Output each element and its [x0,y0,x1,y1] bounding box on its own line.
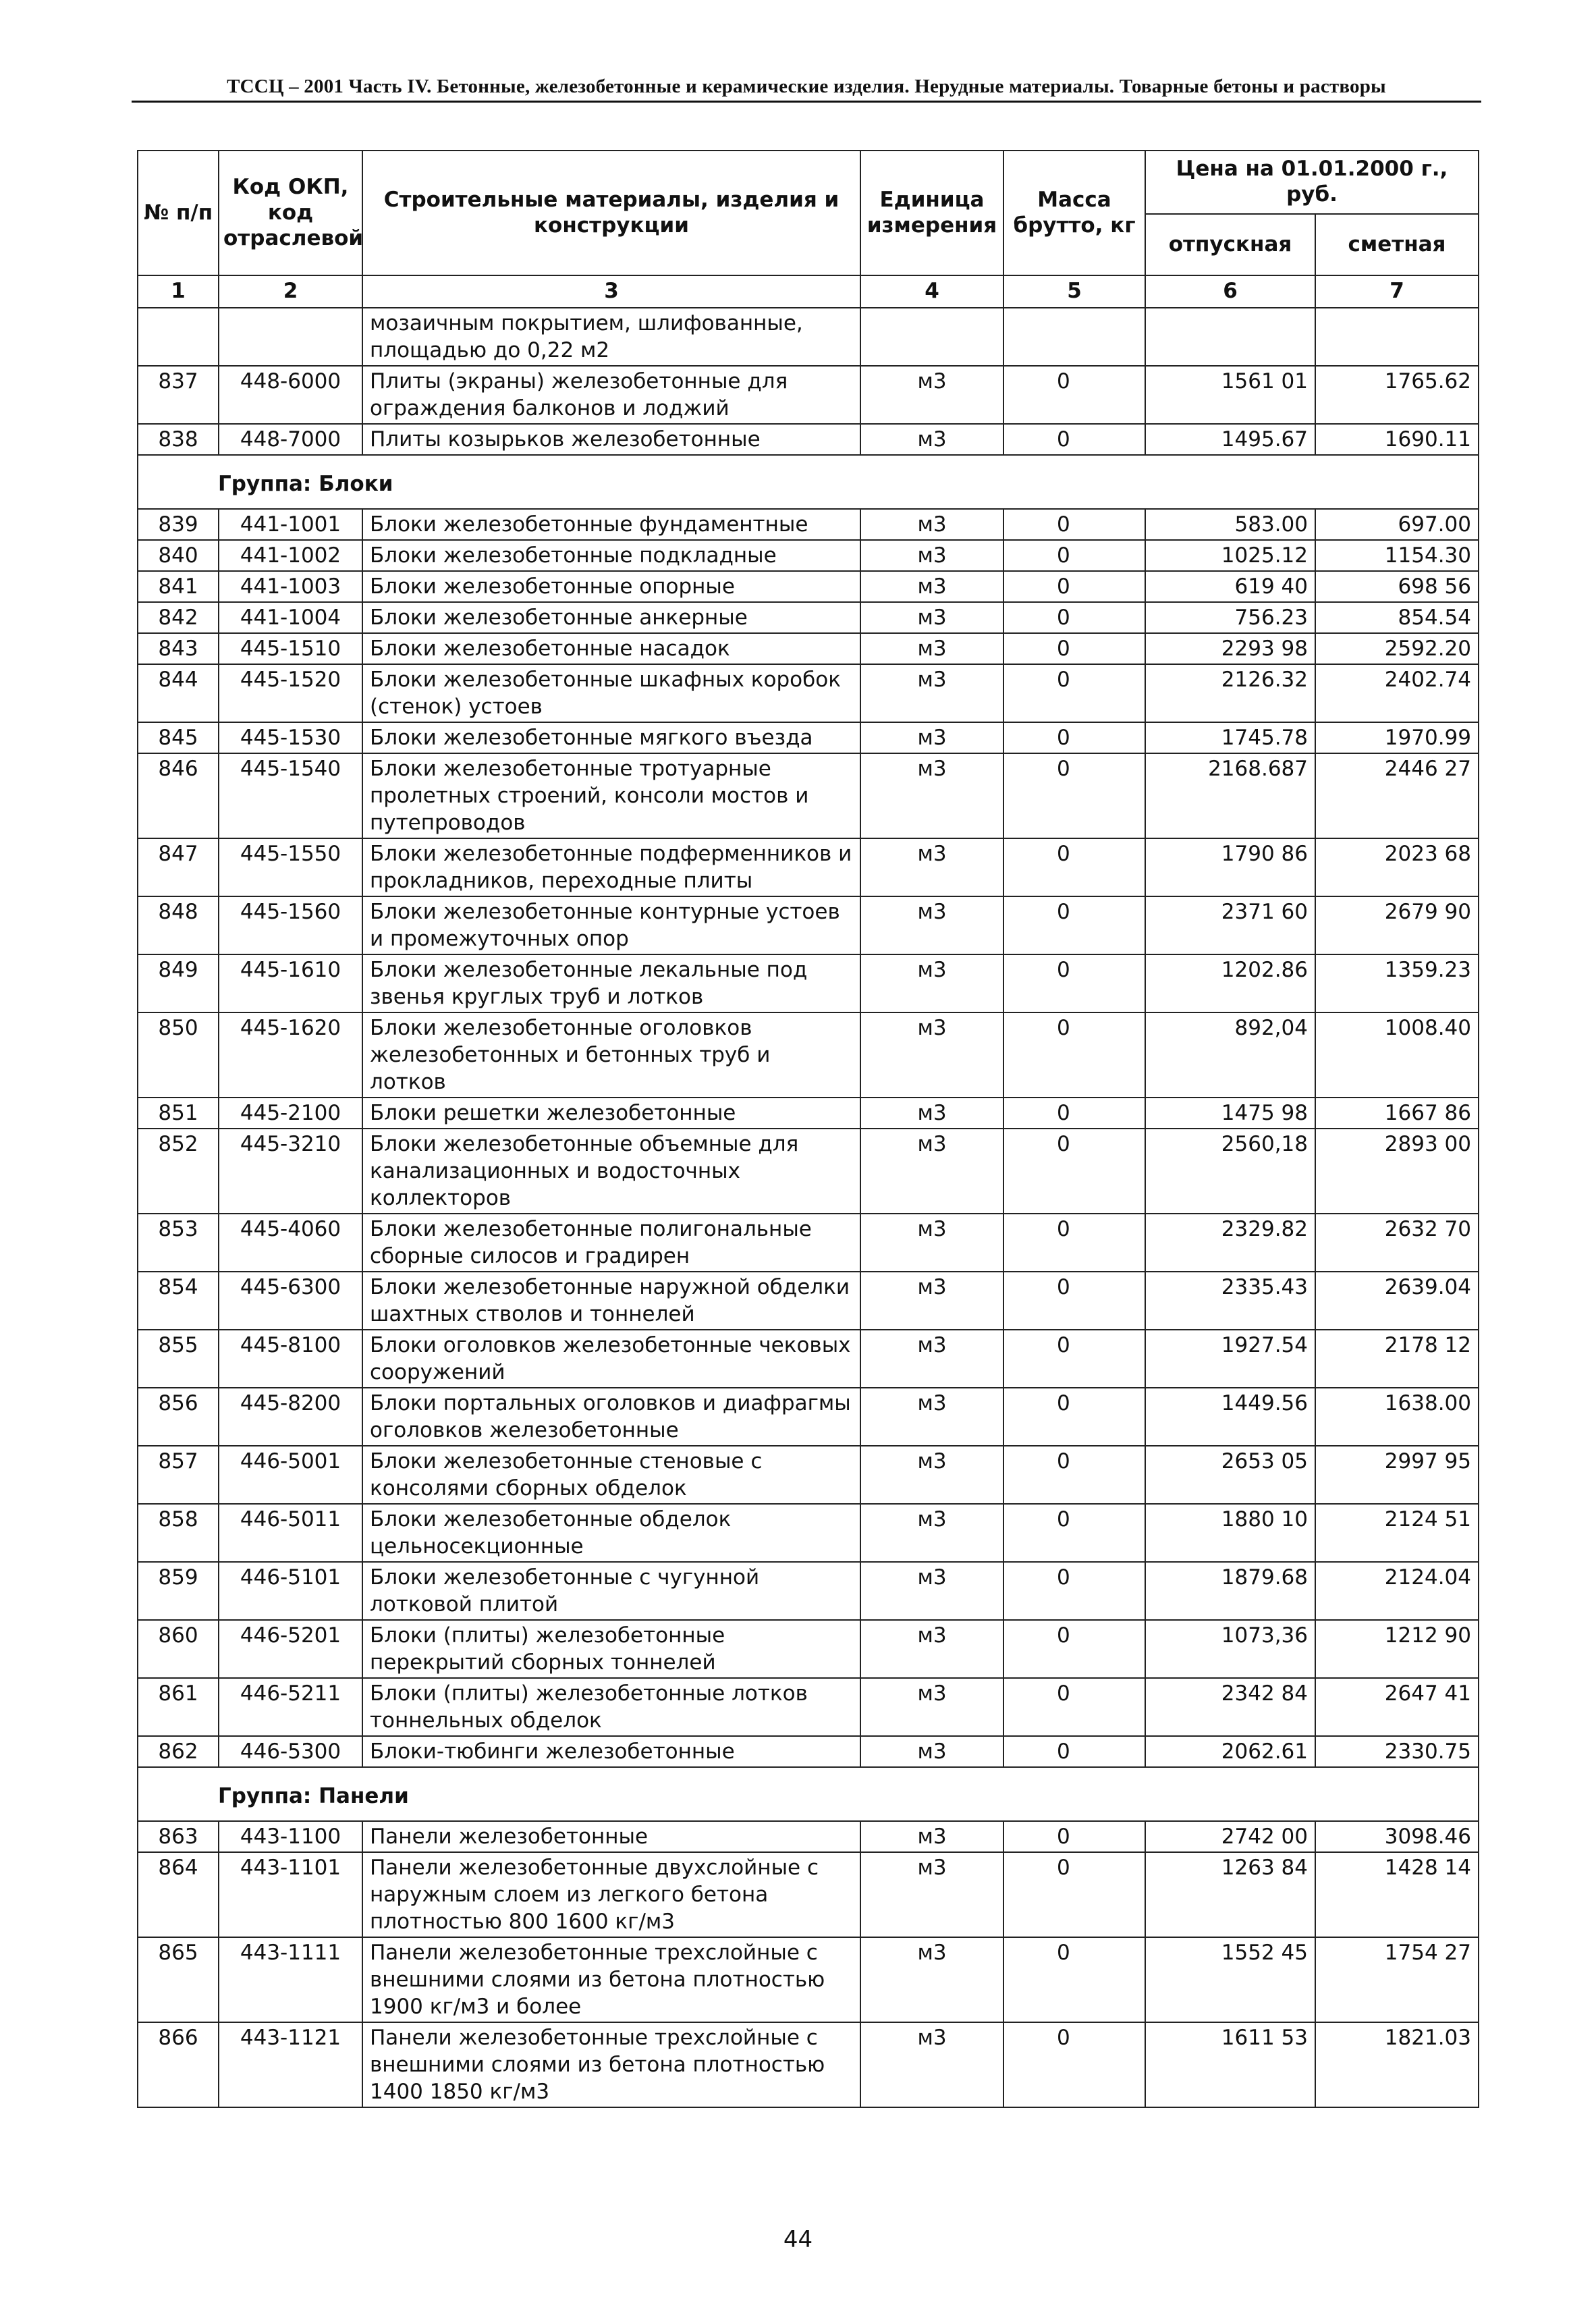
cell-name: Плиты (экраны) железобетонные для ограждения балконов и лоджий [362,366,860,424]
column-number: 7 [1315,275,1479,307]
cell-name: Блоки железобетонные подкладные [362,540,860,571]
cell-code: 443-1121 [219,2022,362,2107]
cell-name: Блоки железобетонные шкафных коробок (стенок) устоев [362,664,860,722]
cell-code [219,308,362,366]
table-row [138,1821,1479,1852]
cell-price-release: 1073,36 [1145,1620,1315,1678]
cell-price-estimate: 2679 90 [1315,896,1479,954]
table-row [138,1272,1479,1330]
table-row [138,1330,1479,1388]
cell-price-release: 1263 84 [1145,1852,1315,1937]
cell-mass: 0 [1003,2022,1145,2107]
cell-name: Панели железобетонные трехслойные с внешними слоями из бетона плотностью 1900 кг/м3 и более [362,1937,860,2022]
cell-name: Блоки-тюбинги железобетонные [362,1736,860,1767]
cell-num: 843 [138,633,219,664]
cell-mass: 0 [1003,838,1145,896]
cell-num: 855 [138,1330,219,1388]
cell-price-estimate: 698 56 [1315,571,1479,602]
cell-unit: м3 [860,1330,1003,1388]
cell-code: 441-1004 [219,602,362,633]
cell-code: 445-8200 [219,1388,362,1446]
cell-code: 441-1001 [219,509,362,540]
cell-price-release: 1202.86 [1145,954,1315,1012]
cell-code: 445-1510 [219,633,362,664]
cell-code: 441-1002 [219,540,362,571]
cell-price-estimate: 1638.00 [1315,1388,1479,1446]
table-row [138,602,1479,633]
cell-unit: м3 [860,753,1003,838]
cell-code: 443-1100 [219,1821,362,1852]
table-row [138,509,1479,540]
cell-mass: 0 [1003,1214,1145,1272]
table-row [138,2022,1479,2107]
cell-num: 848 [138,896,219,954]
cell-num: 838 [138,424,219,455]
cell-price-estimate: 3098.46 [1315,1821,1479,1852]
cell-unit: м3 [860,424,1003,455]
group-title: Группа: Блоки [138,455,1479,509]
cell-mass: 0 [1003,1562,1145,1620]
cell-name: Панели железобетонные [362,1821,860,1852]
running-head: ТССЦ – 2001 Часть IV. Бетонные, железобетонные и керамические изделия. Нерудные материалы. Товарные бетоны и растворы [132,76,1481,103]
table-row [138,896,1479,954]
cell-price-release: 1475 98 [1145,1098,1315,1129]
column-numbers-row [138,275,1479,307]
cell-unit: м3 [860,1446,1003,1504]
cell-num: 846 [138,753,219,838]
cell-name: Блоки железобетонные контурные устоев и промежуточных опор [362,896,860,954]
cell-unit: м3 [860,1098,1003,1129]
cell-code: 445-1550 [219,838,362,896]
header-name: Строительные материалы, изделия и конструкции [362,151,860,275]
cell-code: 441-1003 [219,571,362,602]
cell-mass: 0 [1003,633,1145,664]
column-number: 6 [1145,275,1315,307]
cell-name: Блоки железобетонные насадок [362,633,860,664]
cell-unit: м3 [860,1620,1003,1678]
cell-price-release: 2293 98 [1145,633,1315,664]
table-row [138,633,1479,664]
cell-price-release [1145,308,1315,366]
cell-price-estimate: 2330.75 [1315,1736,1479,1767]
cell-code: 446-5300 [219,1736,362,1767]
cell-code: 446-5011 [219,1504,362,1562]
table-row [138,664,1479,722]
cell-num: 865 [138,1937,219,2022]
cell-unit: м3 [860,896,1003,954]
table-row [138,308,1479,366]
cell-name: Плиты козырьков железобетонные [362,424,860,455]
cell-price-release: 2126.32 [1145,664,1315,722]
cell-num: 854 [138,1272,219,1330]
page-number: 44 [783,2226,813,2253]
cell-code: 445-1530 [219,722,362,753]
table-row [138,1562,1479,1620]
cell-price-release: 2742 00 [1145,1821,1315,1852]
table-row [138,1504,1479,1562]
cell-mass: 0 [1003,896,1145,954]
cell-price-release: 1745.78 [1145,722,1315,753]
cell-mass: 0 [1003,1620,1145,1678]
header-code: Код ОКП, код отраслевой [219,151,362,275]
cell-code: 445-1540 [219,753,362,838]
column-number: 2 [219,275,362,307]
table-row [138,366,1479,424]
table-row [138,1620,1479,1678]
cell-price-estimate: 1154.30 [1315,540,1479,571]
table-row [138,1852,1479,1937]
cell-name: Блоки железобетонные с чугунной лотковой плитой [362,1562,860,1620]
table-row [138,571,1479,602]
cell-num: 852 [138,1129,219,1214]
cell-unit: м3 [860,540,1003,571]
cell-price-release: 1927.54 [1145,1330,1315,1388]
table-row [138,722,1479,753]
cell-code: 445-6300 [219,1272,362,1330]
cell-price-estimate: 1821.03 [1315,2022,1479,2107]
cell-mass: 0 [1003,509,1145,540]
cell-price-estimate: 2124.04 [1315,1562,1479,1620]
cell-price-estimate: 2023 68 [1315,838,1479,896]
cell-unit: м3 [860,571,1003,602]
cell-num: 840 [138,540,219,571]
cell-name: Панели железобетонные трехслойные с внешними слоями из бетона плотностью 1400 1850 кг/м3 [362,2022,860,2107]
header-mass: Масса брутто, кг [1003,151,1145,275]
cell-name: Блоки железобетонные мягкого въезда [362,722,860,753]
cell-price-estimate: 2592.20 [1315,633,1479,664]
table-row [138,540,1479,571]
cell-num: 850 [138,1012,219,1098]
table-row [138,1388,1479,1446]
cell-mass: 0 [1003,540,1145,571]
cell-code: 445-4060 [219,1214,362,1272]
cell-price-estimate: 1428 14 [1315,1852,1479,1937]
cell-name: Блоки портальных оголовков и диафрагмы оголовков железобетонные [362,1388,860,1446]
cell-name: Блоки (плиты) железобетонные лотков тоннельных обделок [362,1678,860,1736]
cell-unit: м3 [860,1852,1003,1937]
cell-mass: 0 [1003,664,1145,722]
cell-price-estimate: 1008.40 [1315,1012,1479,1098]
cell-code: 445-3210 [219,1129,362,1214]
header-num: № п/п [138,151,219,275]
price-table [137,150,1479,2108]
table-row [138,1937,1479,2022]
cell-num: 856 [138,1388,219,1446]
cell-unit: м3 [860,722,1003,753]
cell-price-release: 1561 01 [1145,366,1315,424]
cell-name: Панели железобетонные двухслойные с наружным слоем из легкого бетона плотностью 800 1600 кг/м3 [362,1852,860,1937]
group-row [138,455,1479,509]
header-price-release: отпускная [1145,214,1315,276]
cell-num: 839 [138,509,219,540]
cell-mass: 0 [1003,1129,1145,1214]
table-row [138,424,1479,455]
cell-mass: 0 [1003,1388,1145,1446]
cell-price-estimate: 1667 86 [1315,1098,1479,1129]
cell-name: мозаичным покрытием, шлифованные, площадью до 0,22 м2 [362,308,860,366]
cell-price-estimate [1315,308,1479,366]
cell-name: Блоки (плиты) железобетонные перекрытий сборных тоннелей [362,1620,860,1678]
cell-unit: м3 [860,1129,1003,1214]
cell-price-estimate: 1212 90 [1315,1620,1479,1678]
cell-unit [860,308,1003,366]
header-price-estimate: сметная [1315,214,1479,276]
cell-code: 443-1101 [219,1852,362,1937]
cell-price-estimate: 2446 27 [1315,753,1479,838]
cell-price-estimate: 2178 12 [1315,1330,1479,1388]
cell-price-release: 1552 45 [1145,1937,1315,2022]
cell-price-estimate: 1765.62 [1315,366,1479,424]
cell-name: Блоки оголовков железобетонные чековых сооружений [362,1330,860,1388]
cell-price-estimate: 1690.11 [1315,424,1479,455]
cell-unit: м3 [860,838,1003,896]
table-row [138,1446,1479,1504]
table-row [138,1012,1479,1098]
cell-num: 853 [138,1214,219,1272]
cell-unit: м3 [860,1214,1003,1272]
cell-price-estimate: 2639.04 [1315,1272,1479,1330]
cell-num: 845 [138,722,219,753]
cell-name: Блоки железобетонные лекальные под звенья круглых труб и лотков [362,954,860,1012]
cell-price-release: 756.23 [1145,602,1315,633]
cell-unit: м3 [860,1678,1003,1736]
cell-num [138,308,219,366]
cell-unit: м3 [860,664,1003,722]
column-number: 5 [1003,275,1145,307]
cell-mass: 0 [1003,1446,1145,1504]
table-row [138,1736,1479,1767]
cell-code: 445-2100 [219,1098,362,1129]
cell-code: 446-5101 [219,1562,362,1620]
cell-code: 445-1560 [219,896,362,954]
cell-num: 837 [138,366,219,424]
cell-num: 841 [138,571,219,602]
cell-name: Блоки железобетонные наружной обделки шахтных стволов и тоннелей [362,1272,860,1330]
cell-price-estimate: 697.00 [1315,509,1479,540]
cell-num: 844 [138,664,219,722]
table-row [138,954,1479,1012]
cell-name: Блоки железобетонные опорные [362,571,860,602]
cell-price-release: 1025.12 [1145,540,1315,571]
cell-name: Блоки железобетонные подферменников и прокладников, переходные плиты [362,838,860,896]
cell-unit: м3 [860,602,1003,633]
cell-num: 842 [138,602,219,633]
column-number: 1 [138,275,219,307]
cell-unit: м3 [860,1937,1003,2022]
table-row [138,1214,1479,1272]
cell-code: 448-6000 [219,366,362,424]
cell-unit: м3 [860,1562,1003,1620]
cell-code: 446-5211 [219,1678,362,1736]
cell-price-estimate: 2997 95 [1315,1446,1479,1504]
cell-num: 861 [138,1678,219,1736]
cell-price-release: 2329.82 [1145,1214,1315,1272]
cell-code: 445-1610 [219,954,362,1012]
cell-price-release: 2342 84 [1145,1678,1315,1736]
table-row [138,753,1479,838]
cell-price-estimate: 2124 51 [1315,1504,1479,1562]
cell-unit: м3 [860,633,1003,664]
cell-code: 445-1520 [219,664,362,722]
cell-price-release: 2371 60 [1145,896,1315,954]
cell-unit: м3 [860,2022,1003,2107]
cell-price-estimate: 2402.74 [1315,664,1479,722]
cell-unit: м3 [860,1388,1003,1446]
cell-code: 445-1620 [219,1012,362,1098]
table-header [138,151,1479,308]
cell-num: 849 [138,954,219,1012]
header-price: Цена на 01.01.2000 г., руб. [1145,151,1479,214]
cell-price-estimate: 2647 41 [1315,1678,1479,1736]
cell-num: 860 [138,1620,219,1678]
cell-num: 847 [138,838,219,896]
cell-price-estimate: 854.54 [1315,602,1479,633]
cell-price-release: 1879.68 [1145,1562,1315,1620]
cell-unit: м3 [860,1821,1003,1852]
cell-name: Блоки железобетонные полигональные сборные силосов и градирен [362,1214,860,1272]
cell-price-release: 1495.67 [1145,424,1315,455]
cell-unit: м3 [860,366,1003,424]
cell-code: 448-7000 [219,424,362,455]
cell-mass: 0 [1003,1272,1145,1330]
cell-mass: 0 [1003,1012,1145,1098]
cell-mass: 0 [1003,1736,1145,1767]
cell-mass: 0 [1003,1330,1145,1388]
cell-price-release: 2335.43 [1145,1272,1315,1330]
cell-price-release: 1611 53 [1145,2022,1315,2107]
cell-name: Блоки железобетонные анкерные [362,602,860,633]
cell-unit: м3 [860,1504,1003,1562]
cell-mass: 0 [1003,1098,1145,1129]
cell-mass: 0 [1003,954,1145,1012]
cell-mass: 0 [1003,1678,1145,1736]
cell-num: 858 [138,1504,219,1562]
cell-code: 445-8100 [219,1330,362,1388]
table-row [138,1129,1479,1214]
cell-name: Блоки железобетонные объемные для канализационных и водосточных коллекторов [362,1129,860,1214]
cell-price-release: 1790 86 [1145,838,1315,896]
cell-mass: 0 [1003,424,1145,455]
cell-price-estimate: 1970.99 [1315,722,1479,753]
cell-mass: 0 [1003,571,1145,602]
column-number: 4 [860,275,1003,307]
cell-name: Блоки железобетонные оголовков железобетонных и бетонных труб и лотков [362,1012,860,1098]
table-body [138,308,1479,2107]
group-row [138,1767,1479,1821]
cell-name: Блоки железобетонные фундаментные [362,509,860,540]
cell-price-release: 583.00 [1145,509,1315,540]
cell-code: 446-5001 [219,1446,362,1504]
cell-price-estimate: 2893 00 [1315,1129,1479,1214]
cell-mass [1003,308,1145,366]
cell-num: 863 [138,1821,219,1852]
cell-code: 443-1111 [219,1937,362,2022]
cell-mass: 0 [1003,1852,1145,1937]
cell-name: Блоки железобетонные тротуарные пролетных строений, консоли мостов и путепроводов [362,753,860,838]
cell-price-release: 619 40 [1145,571,1315,602]
cell-price-release: 2653 05 [1145,1446,1315,1504]
cell-price-release: 2560,18 [1145,1129,1315,1214]
cell-name: Блоки решетки железобетонные [362,1098,860,1129]
cell-price-estimate: 1359.23 [1315,954,1479,1012]
group-title: Группа: Панели [138,1767,1479,1821]
cell-mass: 0 [1003,366,1145,424]
cell-unit: м3 [860,1272,1003,1330]
cell-num: 857 [138,1446,219,1504]
cell-mass: 0 [1003,1821,1145,1852]
cell-num: 862 [138,1736,219,1767]
cell-unit: м3 [860,954,1003,1012]
table-row [138,838,1479,896]
cell-num: 864 [138,1852,219,1937]
cell-mass: 0 [1003,1937,1145,2022]
cell-price-estimate: 1754 27 [1315,1937,1479,2022]
cell-unit: м3 [860,1736,1003,1767]
cell-price-release: 1880 10 [1145,1504,1315,1562]
cell-mass: 0 [1003,1504,1145,1562]
cell-num: 859 [138,1562,219,1620]
cell-price-release: 2062.61 [1145,1736,1315,1767]
cell-price-estimate: 2632 70 [1315,1214,1479,1272]
cell-price-release: 892,04 [1145,1012,1315,1098]
cell-mass: 0 [1003,753,1145,838]
cell-mass: 0 [1003,602,1145,633]
cell-name: Блоки железобетонные стеновые с консолями сборных обделок [362,1446,860,1504]
cell-code: 446-5201 [219,1620,362,1678]
cell-num: 866 [138,2022,219,2107]
cell-unit: м3 [860,1012,1003,1098]
cell-num: 851 [138,1098,219,1129]
cell-name: Блоки железобетонные обделок цельносекционные [362,1504,860,1562]
column-number: 3 [362,275,860,307]
cell-mass: 0 [1003,722,1145,753]
cell-price-release: 2168.687 [1145,753,1315,838]
cell-price-release: 1449.56 [1145,1388,1315,1446]
cell-unit: м3 [860,509,1003,540]
table-row [138,1678,1479,1736]
table-row [138,1098,1479,1129]
header-unit: Единица измерения [860,151,1003,275]
